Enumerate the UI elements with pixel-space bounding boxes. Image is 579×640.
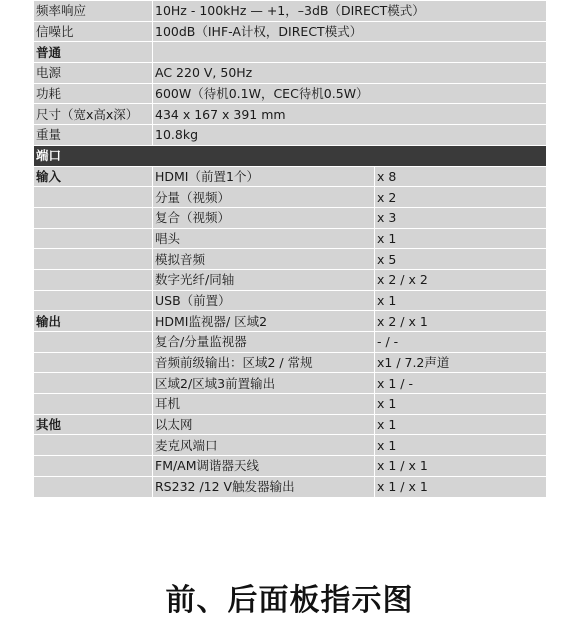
spec-value: AC 220 V, 50Hz xyxy=(153,63,547,84)
port-count: x 1 / x 1 xyxy=(375,476,547,497)
section-label-general: 普通 xyxy=(34,42,153,63)
port-name: USB（前置） xyxy=(153,290,375,311)
spec-table xyxy=(33,0,547,498)
port-count: - / - xyxy=(375,332,547,353)
port-count: x1 / 7.2声道 xyxy=(375,352,547,373)
port-row xyxy=(34,249,547,270)
port-row xyxy=(34,166,547,187)
port-group-empty xyxy=(34,187,153,208)
spec-row-power xyxy=(34,63,547,84)
port-row xyxy=(34,476,547,497)
port-row xyxy=(34,269,547,290)
port-name: 耳机 xyxy=(153,394,375,415)
port-group-label: 输入 xyxy=(34,166,153,187)
port-row xyxy=(34,435,547,456)
port-group-label: 其他 xyxy=(34,414,153,435)
port-row xyxy=(34,290,547,311)
section-label-ports: 端口 xyxy=(34,145,547,166)
port-row xyxy=(34,311,547,332)
port-count: x 1 / - xyxy=(375,373,547,394)
port-group-empty xyxy=(34,435,153,456)
port-group-empty xyxy=(34,249,153,270)
port-count: x 1 xyxy=(375,394,547,415)
section-row-general xyxy=(34,42,547,63)
port-name: 麦克风端口 xyxy=(153,435,375,456)
spec-value: 100dB（IHF-A计权，DIRECT模式） xyxy=(153,21,547,42)
spec-value: 10Hz - 100kHz — +1，–3dB（DIRECT模式） xyxy=(153,1,547,22)
spec-row-dimensions xyxy=(34,104,547,125)
port-name: RS232 /12 V触发器输出 xyxy=(153,476,375,497)
spec-value: 600W（待机0.1W，CEC待机0.5W） xyxy=(153,83,547,104)
port-row xyxy=(34,414,547,435)
spec-label: 重量 xyxy=(34,125,153,146)
section-empty-cell xyxy=(153,42,547,63)
port-count: x 2 / x 2 xyxy=(375,269,547,290)
port-count: x 1 xyxy=(375,414,547,435)
spec-label: 电源 xyxy=(34,63,153,84)
section-row-ports xyxy=(34,145,547,166)
port-group-empty xyxy=(34,269,153,290)
port-name: 数字光纤/同轴 xyxy=(153,269,375,290)
port-name: FM/AM调谐器天线 xyxy=(153,456,375,477)
port-row xyxy=(34,456,547,477)
port-row xyxy=(34,187,547,208)
port-count: x 5 xyxy=(375,249,547,270)
port-name: 以太网 xyxy=(153,414,375,435)
port-name: 区域2/区域3前置输出 xyxy=(153,373,375,394)
port-group-label: 输出 xyxy=(34,311,153,332)
spec-label: 功耗 xyxy=(34,83,153,104)
page-heading: 前、后面板指示图 xyxy=(165,583,414,618)
port-count: x 1 / x 1 xyxy=(375,456,547,477)
port-group-empty xyxy=(34,290,153,311)
port-name: 音频前级输出：区域2 / 常规 xyxy=(153,352,375,373)
spec-row-weight xyxy=(34,125,547,146)
port-count: x 2 / x 1 xyxy=(375,311,547,332)
port-row xyxy=(34,352,547,373)
port-row xyxy=(34,228,547,249)
port-name: HDMI监视器/ 区域2 xyxy=(153,311,375,332)
port-count: x 1 xyxy=(375,228,547,249)
spec-label: 频率响应 xyxy=(34,1,153,22)
port-count: x 1 xyxy=(375,290,547,311)
spec-value: 434 x 167 x 391 mm xyxy=(153,104,547,125)
port-count: x 3 xyxy=(375,207,547,228)
spec-row-snr xyxy=(34,21,547,42)
port-group-empty xyxy=(34,456,153,477)
port-group-empty xyxy=(34,207,153,228)
port-count: x 2 xyxy=(375,187,547,208)
port-name: 唱头 xyxy=(153,228,375,249)
port-group-empty xyxy=(34,352,153,373)
port-group-empty xyxy=(34,394,153,415)
port-name: 复合/分量监视器 xyxy=(153,332,375,353)
port-count: x 8 xyxy=(375,166,547,187)
spec-value: 10.8kg xyxy=(153,125,547,146)
port-name: 模拟音频 xyxy=(153,249,375,270)
port-row xyxy=(34,394,547,415)
port-group-empty xyxy=(34,373,153,394)
port-row xyxy=(34,207,547,228)
spec-row-frequency-response xyxy=(34,1,547,22)
port-name: 分量（视频） xyxy=(153,187,375,208)
port-row xyxy=(34,373,547,394)
port-row xyxy=(34,332,547,353)
port-group-empty xyxy=(34,228,153,249)
spec-label: 尺寸（宽x高x深） xyxy=(34,104,153,125)
port-name: HDMI（前置1个） xyxy=(153,166,375,187)
port-name: 复合（视频） xyxy=(153,207,375,228)
spec-label: 信噪比 xyxy=(34,21,153,42)
port-count: x 1 xyxy=(375,435,547,456)
port-group-empty xyxy=(34,332,153,353)
spec-row-consumption xyxy=(34,83,547,104)
port-group-empty xyxy=(34,476,153,497)
